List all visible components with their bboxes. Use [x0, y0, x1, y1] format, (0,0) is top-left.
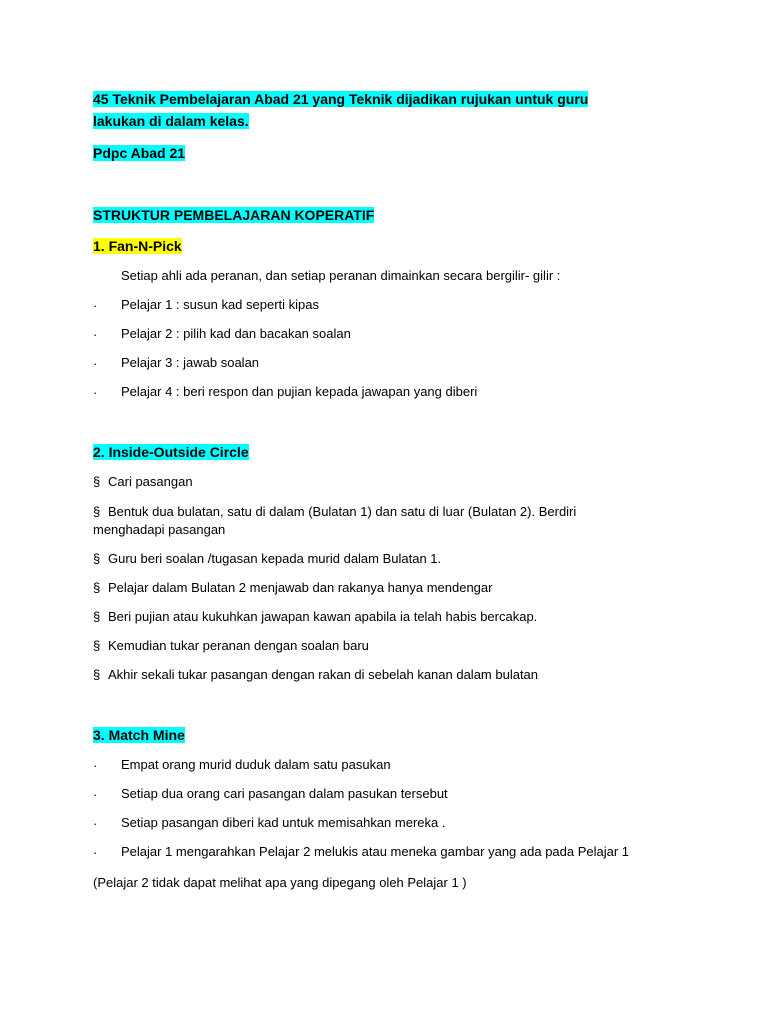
section-sign-icon: § [93, 580, 101, 595]
title-line-2: lakukan di dalam kelas. [93, 113, 249, 129]
bullet-dot-icon: · [93, 816, 98, 831]
bullet-dot-icon: · [93, 845, 98, 860]
list-item: Setiap pasangan diberi kad untuk memisahkan mereka . [121, 815, 446, 830]
list-item: Setiap dua orang cari pasangan dalam pasukan tersebut [121, 786, 448, 801]
section-3-title [93, 727, 185, 743]
section-1-title-text: 1. Fan-N-Pick [93, 238, 182, 254]
bullet-dot-icon: · [93, 787, 98, 802]
list-item-continuation: menghadapi pasangan [93, 522, 226, 537]
list-item: Guru beri soalan /tugasan kepada murid dalam Bulatan 1. [108, 551, 442, 566]
section-sign-icon: § [93, 504, 101, 519]
section-sign-icon: § [93, 638, 101, 653]
note-text: (Pelajar 2 tidak dapat melihat apa yang dipegang oleh Pelajar 1 ) [93, 875, 467, 890]
list-item: Pelajar 2 : pilih kad dan bacakan soalan [121, 326, 351, 341]
section-1-title [93, 238, 182, 254]
section-3-title-text: 3. Match Mine [93, 727, 185, 743]
document-title-line-1 [93, 91, 588, 107]
subtitle [93, 145, 185, 161]
document-title-line-2 [93, 113, 249, 129]
section-2-title [93, 444, 249, 460]
section-sign-icon: § [93, 551, 101, 566]
bullet-dot-icon: · [93, 298, 98, 313]
section-sign-icon: § [93, 609, 101, 624]
bullet-dot-icon: · [93, 327, 98, 342]
list-item: Bentuk dua bulatan, satu di dalam (Bulatan 1) dan satu di luar (Bulatan 2). Berdiri [108, 504, 577, 519]
list-item: Pelajar 3 : jawab soalan [121, 355, 260, 370]
list-item: Empat orang murid duduk dalam satu pasukan [121, 757, 391, 772]
list-item: Beri pujian atau kukuhkan jawapan kawan apabila ia telah habis bercakap. [108, 609, 538, 624]
title-line-1: 45 Teknik Pembelajaran Abad 21 yang Teknik dijadikan rujukan untuk guru [93, 91, 589, 107]
list-item: Cari pasangan [108, 474, 193, 489]
main-heading [93, 207, 374, 223]
subtitle-text: Pdpc Abad 21 [93, 145, 186, 161]
list-item: Kemudian tukar peranan dengan soalan baru [108, 638, 369, 653]
bullet-dot-icon: · [93, 385, 98, 400]
section-1-intro: Setiap ahli ada peranan, dan setiap peranan dimainkan secara bergilir- gilir : [121, 268, 561, 283]
list-item: Pelajar 4 : beri respon dan pujian kepada jawapan yang diberi [121, 384, 478, 399]
list-item: Akhir sekali tukar pasangan dengan rakan di sebelah kanan dalam bulatan [108, 667, 539, 682]
bullet-dot-icon: · [93, 758, 98, 773]
section-2-title-text: 2. Inside-Outside Circle [93, 444, 249, 460]
main-heading-text: STRUKTUR PEMBELAJARAN KOPERATIF [93, 207, 375, 223]
section-sign-icon: § [93, 667, 101, 682]
list-item: Pelajar dalam Bulatan 2 menjawab dan rakanya hanya mendengar [108, 580, 493, 595]
list-item: Pelajar 1 : susun kad seperti kipas [121, 297, 319, 312]
section-sign-icon: § [93, 474, 101, 489]
list-item: Pelajar 1 mengarahkan Pelajar 2 melukis atau meneka gambar yang ada pada Pelajar 1 [121, 844, 630, 859]
bullet-dot-icon: · [93, 356, 98, 371]
